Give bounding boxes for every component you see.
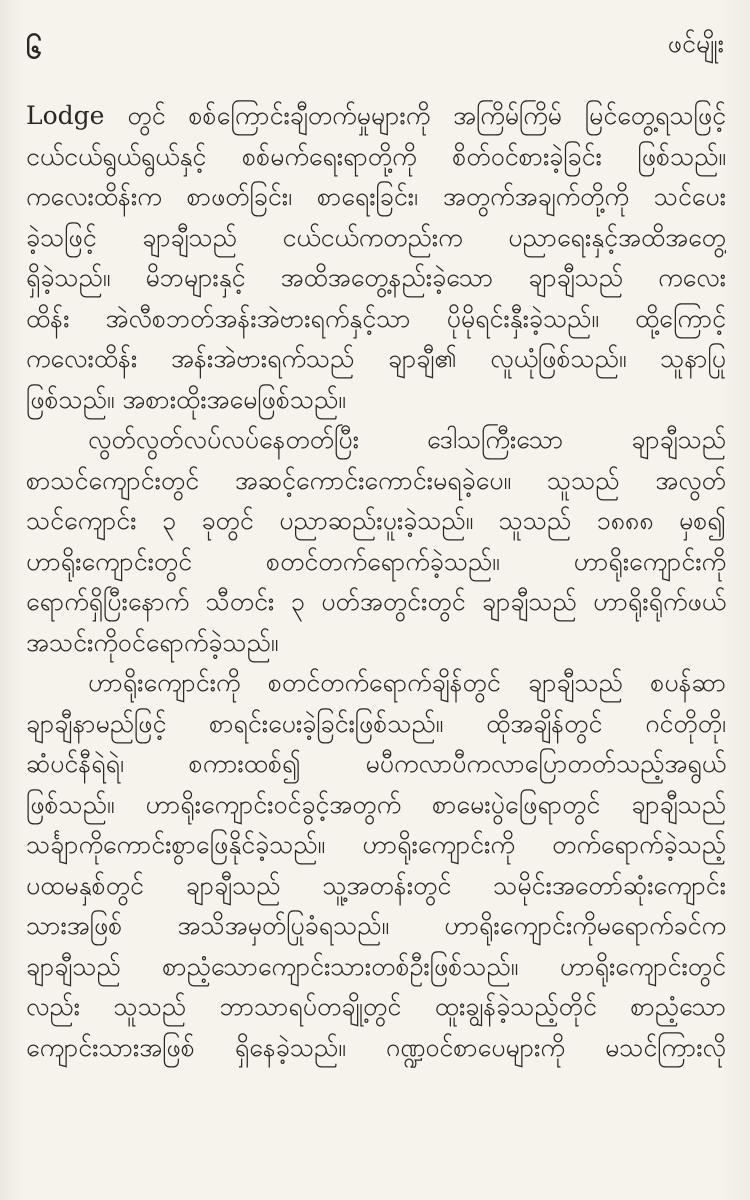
text-line: ဟာရိုးကျောင်းတွင် စတင်တက်ရောက်ခဲ့သည်။ ဟာရိုးကျောင်းကို (26, 546, 726, 576)
text-line: ဆံပင်နီရဲရဲ၊ စကားထစ်၍ မပီကလာပီကလာပြောတတ်သည့်အရွယ် (26, 749, 726, 778)
body-text (26, 96, 726, 1068)
running-title: ဖင်မျိုး (667, 29, 724, 58)
text-line: ရောက်ရှိပြီးနောက် သီတင်း ၃ ပတ်အတွင်းတွင် ချာချီသည် ဟာရိုးရိုက်ဖယ် (26, 587, 726, 616)
text-line: ခဲ့သဖြင့် ချာချီသည် ငယ်ငယ်ကတည်းက ပညာရေးနှင့်အထိအတွေ့ (26, 222, 726, 252)
text-line: Lodge တွင် စစ်ကြောင်းချီတက်မှုများကို အကြိမ်ကြိမ် မြင်တွေ့ရသဖြင့် (26, 101, 726, 130)
text-line: အသင်းကိုဝင်ရောက်ခဲ့သည်။ (26, 627, 279, 657)
text-line: သားအဖြစ် အသိအမှတ်ပြုခံရသည်။ ဟာရိုးကျောင်းကိုမရောက်ခင်က (26, 911, 726, 940)
text-line: ထိန်း အဲလီစဘတ်အန်းအဲဗားရက်နှင့်သာ ပိုမိုရင်းနှီးခဲ့သည်။ ထို့ကြောင့် (26, 303, 726, 333)
text-line: ရှိခဲ့သည်။ မိဘများနှင့် အထိအတွေ့နည်းခဲ့သော ချာချီသည် ကလေး (26, 263, 726, 292)
text-line: သင်္ချာကိုကောင်းစွာဖြေနိုင်ခဲ့သည်။ ဟာရိုးကျောင်းကို တက်ရောက်ခဲ့သည့် (26, 830, 726, 859)
text-line: ငယ်ငယ်ရွယ်ရွယ်နှင့် စစ်မက်ရေးရာတို့ကို စိတ်ဝင်စားခဲ့ခြင်း ဖြစ်သည်။ (26, 141, 726, 171)
text-line: သင်ကျောင်း ၃ ခုတွင် ပညာဆည်းပူးခဲ့သည်။ သူသည် ၁၈၈၈ မှစ၍ (26, 506, 726, 535)
text-line: ပထမနှစ်တွင် ချာချီသည် သူ့အတန်းတွင် သမိုင်းအတော်ဆုံးကျောင်း (26, 870, 726, 900)
text-line: ကျောင်းသားအဖြစ် ရှိနေခဲ့သည်။ ဂဏ္ဍဝင်စာပေများကို မသင်ကြားလို (26, 1032, 726, 1062)
text-line: ကလေးထိန်းက စာဖတ်ခြင်း၊ စာရေးခြင်း၊ အတွက်အချက်တို့ကို သင်ပေး (26, 182, 726, 211)
text-line: ချာချီနာမည်ဖြင့် စာရင်းပေးခဲ့ခြင်းဖြစ်သည်။ ထိုအချိန်တွင် ဂင်တိုတို၊ (26, 708, 726, 738)
text-line: လည်း သူသည် ဘာသာရပ်တချို့တွင် ထူးချွန်ခဲ့သည့်တိုင် စာညံ့သော (26, 992, 726, 1021)
text-line: ဖြစ်သည်။ အစားထိုးအမေဖြစ်သည်။ (26, 384, 346, 414)
paragraph-start-line: ဟာရိုးကျောင်းကို စတင်တက်ရောက်ချိန်တွင် ချာချီသည် စပန်ဆာ (88, 668, 726, 697)
text-line: စာသင်ကျောင်းတွင် အဆင့်ကောင်းကောင်းမရခဲ့ပေ။ သူသည် အလွတ် (26, 465, 726, 495)
page-number: ၆ (26, 32, 42, 65)
text-line: ချာချီသည် စာညံ့သောကျောင်းသားတစ်ဦးဖြစ်သည်။ ဟာရိုးကျောင်းတွင် (26, 951, 726, 981)
text-line: ဖြစ်သည်။ ဟာရိုးကျောင်းဝင်ခွင့်အတွက် စာမေးပွဲဖြေရာတွင် ချာချီသည် (26, 789, 726, 819)
paragraph-start-line: လွတ်လွတ်လပ်လပ်နေတတ်ပြီး ဒေါသကြီးသော ချာချီသည် (88, 425, 726, 454)
page-header (26, 26, 724, 66)
text-line: ကလေးထိန်း အန်းအဲဗားရက်သည် ချာချီ၏ လူယုံဖြစ်သည်။ သူနာပြု (26, 344, 726, 373)
